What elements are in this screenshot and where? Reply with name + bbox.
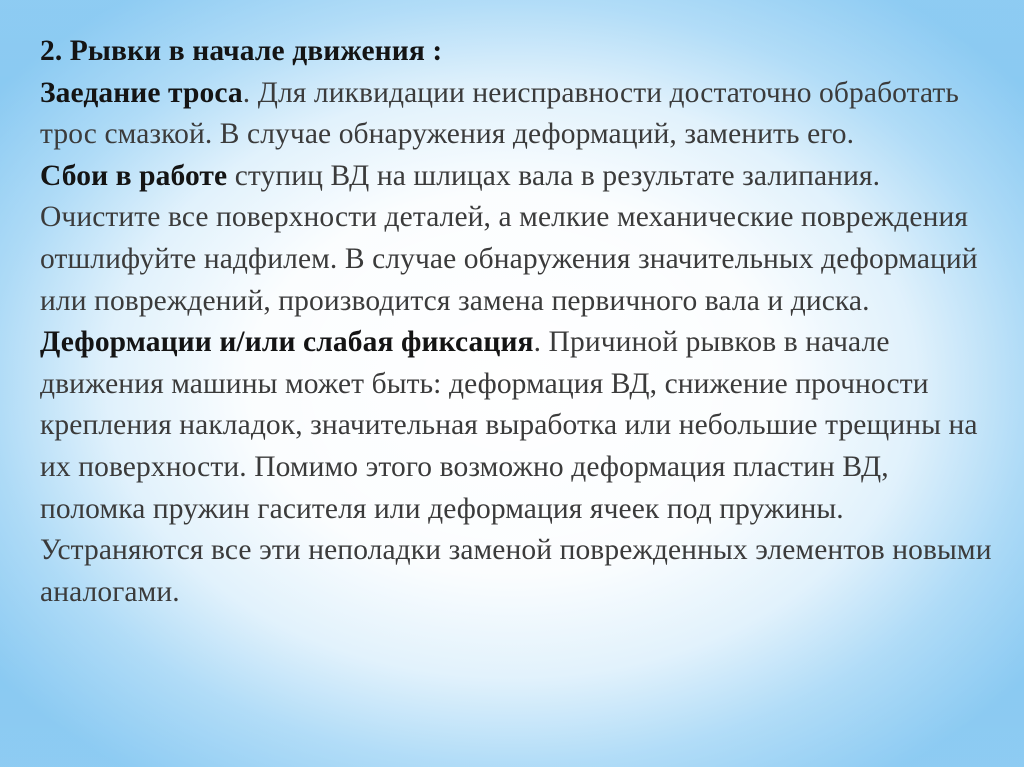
section-body: ступиц ВД на шлицах вала в результате залипания. Очистите все поверхности деталей, а мелкие механические повреждения отшлифуйте надфилем. В случае обнаружения значительных деформаций или повреждений, производится замена первичного вала и диска. — [40, 159, 978, 317]
section-body: . Для ликвидации неисправности достаточно обработать трос смазкой. В случае обнаружения деформаций, заменить его. — [40, 76, 959, 151]
section-deformation — [40, 322, 1000, 613]
section-hub-failures — [40, 156, 1000, 322]
heading-text: 2. Рывки в начале движения : — [40, 35, 443, 67]
section-cable-jamming — [40, 73, 1000, 156]
section-title: Сбои в работе — [40, 159, 228, 192]
slide-text-body — [40, 31, 1000, 613]
section-body: . Причиной рывков в начале движения машины может быть: деформация ВД, снижение прочности крепления накладок, значительная выработка или небольшие трещины на их поверхности. Помимо этого возможно деформация пластин ВД, поломка пружин гасителя или деформация ячеек под пружины. Устраняются все эти неполадки заменой поврежденных элементов новыми аналогами. — [40, 326, 992, 608]
section-title: Заедание троса — [40, 76, 243, 109]
section-title: Деформации и/или слабая фиксация — [40, 326, 534, 359]
slide-heading — [40, 31, 1000, 73]
